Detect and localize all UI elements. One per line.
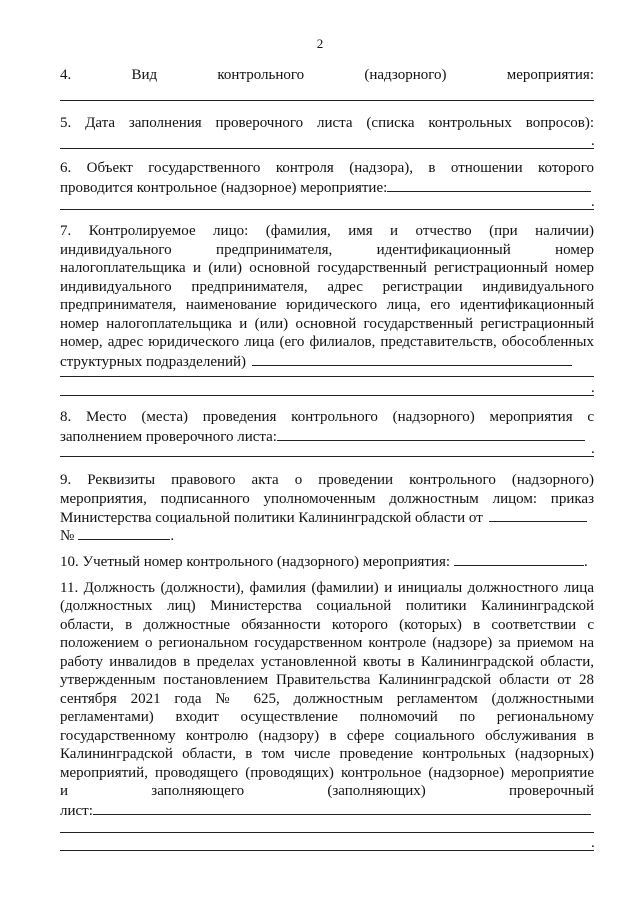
section-10-line <box>60 552 594 572</box>
section-6-line-2-text: проводится контрольное (надзорное) мероприятие: <box>60 180 388 196</box>
section-6-fill <box>387 178 591 192</box>
section-8-dot: . <box>591 441 595 457</box>
section-8-blank-line <box>60 456 594 457</box>
section-9-line-1: 9. Реквизиты правового акта о проведении контрольного (надзорного) <box>60 472 594 488</box>
section-8-line-2 <box>60 427 594 447</box>
section-7-line-3: налогоплательщика и (или) основной государственный регистрационный номер <box>60 260 594 276</box>
section-9-line-4 <box>60 526 594 546</box>
section-7-line-5: предпринимателя, наименование юридического лица, его идентификационный <box>60 297 594 313</box>
section-11-line-13-text: лист: <box>60 803 93 819</box>
section-4-blank-line <box>60 100 594 101</box>
section-11-line-7: сентября 2021 года № 625, должностным регламентом (должностными <box>60 691 594 707</box>
section-7-fill <box>252 352 572 366</box>
section-9-dot: . <box>170 528 175 544</box>
section-11-line-10: Калининградской области, в том числе проведение контрольных (надзорных) <box>60 746 594 762</box>
section-7-blank-line-1 <box>60 376 594 377</box>
section-5-dot: . <box>591 133 595 149</box>
section-11-line-12: и заполняющего (заполняющих) проверочный <box>60 783 594 799</box>
section-10-fill <box>454 552 584 566</box>
section-6-dot: . <box>591 194 595 210</box>
section-10-text: 10. Учетный номер контрольного (надзорного) мероприятия: <box>60 554 451 570</box>
section-7-line-7: номер, адрес юридического лица (его филиалов, представительств, обособленных <box>60 334 594 350</box>
section-7-line-8-text: структурных подразделений) <box>60 354 247 370</box>
section-10-dot: . <box>584 554 588 570</box>
section-9-number-fill <box>78 526 170 540</box>
section-11-line-9: государственному контролю (надзору) в сфере социального обслуживания в <box>60 728 594 744</box>
section-11-line-13 <box>60 801 594 821</box>
section-6-blank-line <box>60 209 594 210</box>
section-7-line-1: 7. Контролируемое лицо: (фамилия, имя и отчество (при наличии) <box>60 223 594 239</box>
section-7-blank-line-2 <box>60 395 594 396</box>
section-5-text: 5. Дата заполнения проверочного листа (списка контрольных вопросов): <box>60 115 594 131</box>
section-7-line-4: индивидуального предпринимателя, адрес регистрации индивидуального <box>60 279 594 295</box>
section-11-fill <box>93 801 591 815</box>
section-9-date-fill <box>489 508 587 522</box>
section-6-line-1: 6. Объект государственного контроля (надзора), в отношении которого <box>60 160 594 176</box>
section-11-line-11: мероприятий, проводящего (проводящих) контрольное (надзорное) мероприятие <box>60 765 594 781</box>
section-4-text: 4. Вид контрольного (надзорного) мероприятия: <box>60 67 594 83</box>
section-11-line-5: работу инвалидов в пределах установленной квоты в Калининградской области, <box>60 654 594 670</box>
section-11-dot: . <box>591 835 595 851</box>
section-9-line-3 <box>60 508 594 528</box>
section-9-line-2: мероприятия, подписанного уполномоченным должностным лицом: приказ <box>60 491 594 507</box>
section-8-line-2-text: заполнением проверочного листа: <box>60 429 277 445</box>
section-5-blank-line <box>60 148 594 149</box>
section-7-line-8 <box>60 352 594 372</box>
section-9-number-sign: № <box>60 528 75 544</box>
section-7-line-6: номер налогоплательщика и (или) основной государственный регистрационный <box>60 316 594 332</box>
section-11-line-3: области, в должностные обязанности которого (которых) в соответствии с <box>60 617 594 633</box>
section-11-line-1: 11. Должность (должности), фамилия (фамилии) и инициалы должностного лица <box>60 580 594 596</box>
section-6-line-2 <box>60 178 594 198</box>
section-11-line-2: (должностных лиц) Министерства социальной политики Калининградской <box>60 598 594 614</box>
section-8-fill <box>277 427 585 441</box>
section-11-blank-line-2 <box>60 850 594 851</box>
section-7-line-2: индивидуального предпринимателя, идентификационный номер <box>60 242 594 258</box>
section-11-blank-line-1 <box>60 832 594 833</box>
section-9-line-3-text: Министерства социальной политики Калининградской области от <box>60 510 483 526</box>
page-number: 2 <box>316 36 324 51</box>
section-11-line-8: регламентами) входит осуществление полномочий по региональному <box>60 709 594 725</box>
section-11-line-6: утвержденным постановлением Правительства Калининградской области от 28 <box>60 672 594 688</box>
section-8-line-1: 8. Место (места) проведения контрольного (надзорного) мероприятия с <box>60 409 594 425</box>
section-11-line-4: положением о региональном государственном контроле (надзоре) за приемом на <box>60 635 594 651</box>
section-7-dot: . <box>591 380 595 396</box>
